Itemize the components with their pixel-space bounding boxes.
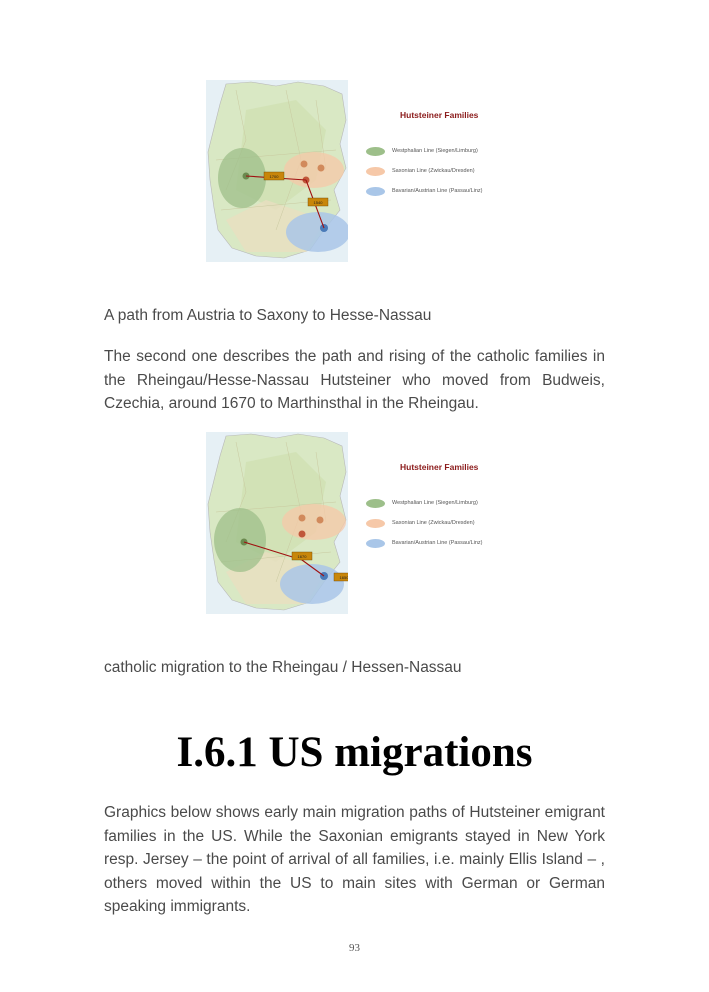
legend-swatch (366, 147, 385, 156)
paragraph-rheingau: The second one describes the path and rising of the catholic families in the Rheingau/Hesse-Nassau Hutsteiner who moved from Budweis, Czechia, around 1670 to Marthinsthal in the Rheingau. (104, 348, 605, 412)
legend-item-saxonian (366, 166, 475, 176)
legend-swatch (366, 187, 385, 196)
legend-label: Westphalian Line (Siegen/Limburg) (392, 500, 478, 506)
figure-caption-1: A path from Austria to Saxony to Hesse-Nassau (104, 307, 432, 324)
legend-label: Saxonian Line (Zwickau/Dresden) (392, 520, 475, 526)
migration-map-figure-1 (206, 80, 506, 262)
legend-title: Hutsteiner Families (400, 462, 479, 472)
legend-label: Westphalian Line (Siegen/Limburg) (392, 148, 478, 154)
figure-caption-2: catholic migration to the Rheingau / Hessen-Nassau (104, 659, 462, 676)
migration-map-figure-2 (206, 432, 506, 614)
legend-label: Bavarian/Austrian Line (Passau/Linz) (392, 188, 483, 194)
legend-swatch (366, 539, 385, 548)
legend-label: Saxonian Line (Zwickau/Dresden) (392, 168, 475, 174)
legend-item-westphalian (366, 146, 478, 156)
legend-title: Hutsteiner Families (400, 110, 479, 120)
legend-item-westphalian (366, 498, 478, 508)
legend-item-saxonian (366, 518, 475, 528)
germany-map-2 (206, 432, 348, 614)
legend-swatch (366, 167, 385, 176)
year-marker-2-label: 1650 (339, 575, 348, 580)
germany-map-1 (206, 80, 348, 262)
saxonian-region (284, 152, 344, 188)
bavarian-region (286, 212, 348, 252)
legend-swatch (366, 499, 385, 508)
westphalian-region (218, 148, 266, 208)
section-heading: I.6.1 US migrations (176, 729, 533, 776)
page-number: 93 (349, 942, 360, 954)
legend-item-bavarian (366, 538, 483, 548)
saxonian-region (282, 504, 346, 540)
year-marker-1-label: 1670 (297, 554, 307, 559)
legend-swatch (366, 519, 385, 528)
bavarian-region (280, 564, 344, 604)
paragraph-us-migrations: Graphics below shows early main migration paths of Hutsteiner emigrant families in the US. While the Saxonian emigrants stayed in New York resp. Jersey – the point of arrival of all families, i.e. mainly Ellis Island – , others moved within the US to main sites with German or German speaking immigrants. (104, 804, 605, 915)
legend-item-bavarian (366, 186, 483, 196)
westphalian-region (214, 508, 266, 572)
year-marker-2-label: 1540 (313, 200, 323, 205)
year-marker-1-label: 1700 (269, 174, 279, 179)
legend-label: Bavarian/Austrian Line (Passau/Linz) (392, 540, 483, 546)
